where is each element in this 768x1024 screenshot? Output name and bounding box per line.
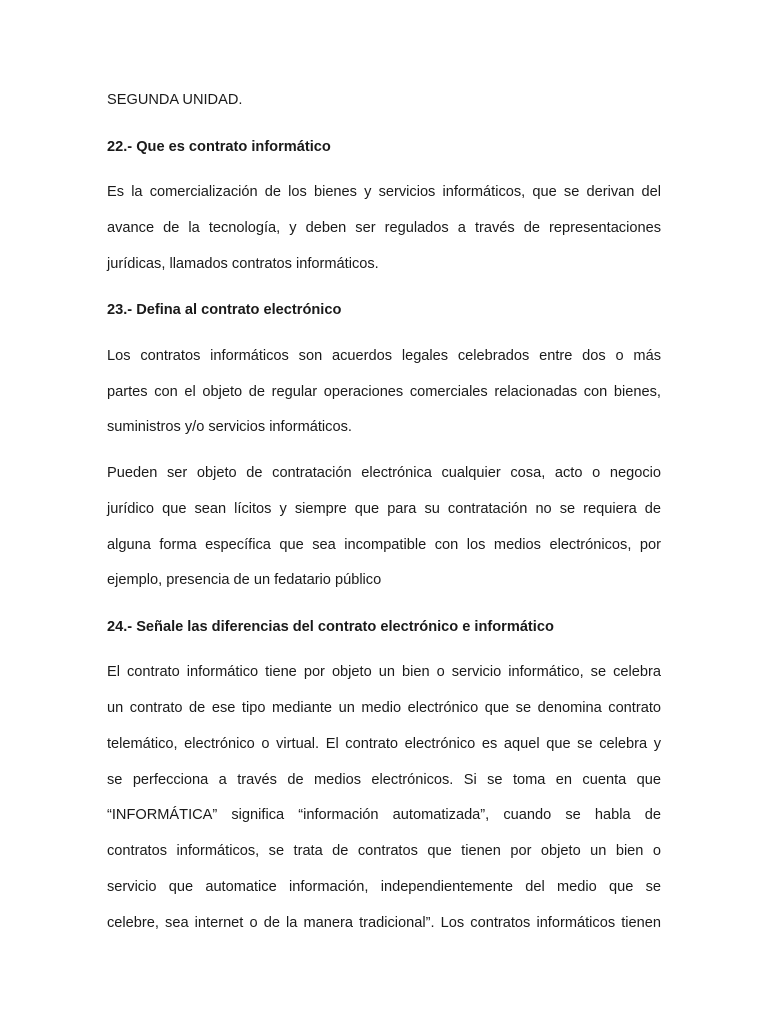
paragraph-line: telemático, electrónico o virtual. El contrato electrónico es aquel que se celebra y <box>107 736 661 752</box>
paragraph-line: jurídicas, llamados contratos informáticos. <box>107 256 379 272</box>
paragraph-line: servicio que automatice información, independientemente del medio que se <box>107 879 661 895</box>
paragraph-line: jurídico que sean lícitos y siempre que para su contratación no se requiera de <box>107 501 661 517</box>
section-heading-24: 24.- Señale las diferencias del contrato electrónico e informático <box>107 619 554 635</box>
paragraph-line: “INFORMÁTICA” significa “información automatizada”, cuando se habla de <box>107 807 661 823</box>
paragraph-line: partes con el objeto de regular operaciones comerciales relacionadas con bienes, <box>107 384 661 400</box>
paragraph-line: suministros y/o servicios informáticos. <box>107 419 352 435</box>
paragraph-line: alguna forma específica que sea incompatible con los medios electrónicos, por <box>107 537 661 553</box>
section-heading-23: 23.- Defina al contrato electrónico <box>107 302 342 318</box>
paragraph-line: El contrato informático tiene por objeto un bien o servicio informático, se celebra <box>107 664 661 680</box>
paragraph-line: se perfecciona a través de medios electrónicos. Si se toma en cuenta que <box>107 772 661 788</box>
paragraph-line: Pueden ser objeto de contratación electrónica cualquier cosa, acto o negocio <box>107 465 661 481</box>
paragraph-line: ejemplo, presencia de un fedatario público <box>107 572 382 588</box>
paragraph-line: celebre, sea internet o de la manera tradicional”. Los contratos informáticos tienen <box>107 915 661 931</box>
section-heading-22: 22.- Que es contrato informático <box>107 139 331 155</box>
paragraph-line: Es la comercialización de los bienes y servicios informáticos, que se derivan del <box>107 184 661 200</box>
paragraph-line: contratos informáticos, se trata de contratos que tienen por objeto un bien o <box>107 843 661 859</box>
paragraph-line: un contrato de ese tipo mediante un medio electrónico que se denomina contrato <box>107 700 661 716</box>
paragraph-line: Los contratos informáticos son acuerdos legales celebrados entre dos o más <box>107 348 661 364</box>
unit-title: SEGUNDA UNIDAD. <box>107 92 243 108</box>
paragraph-line: avance de la tecnología, y deben ser regulados a través de representaciones <box>107 220 661 236</box>
